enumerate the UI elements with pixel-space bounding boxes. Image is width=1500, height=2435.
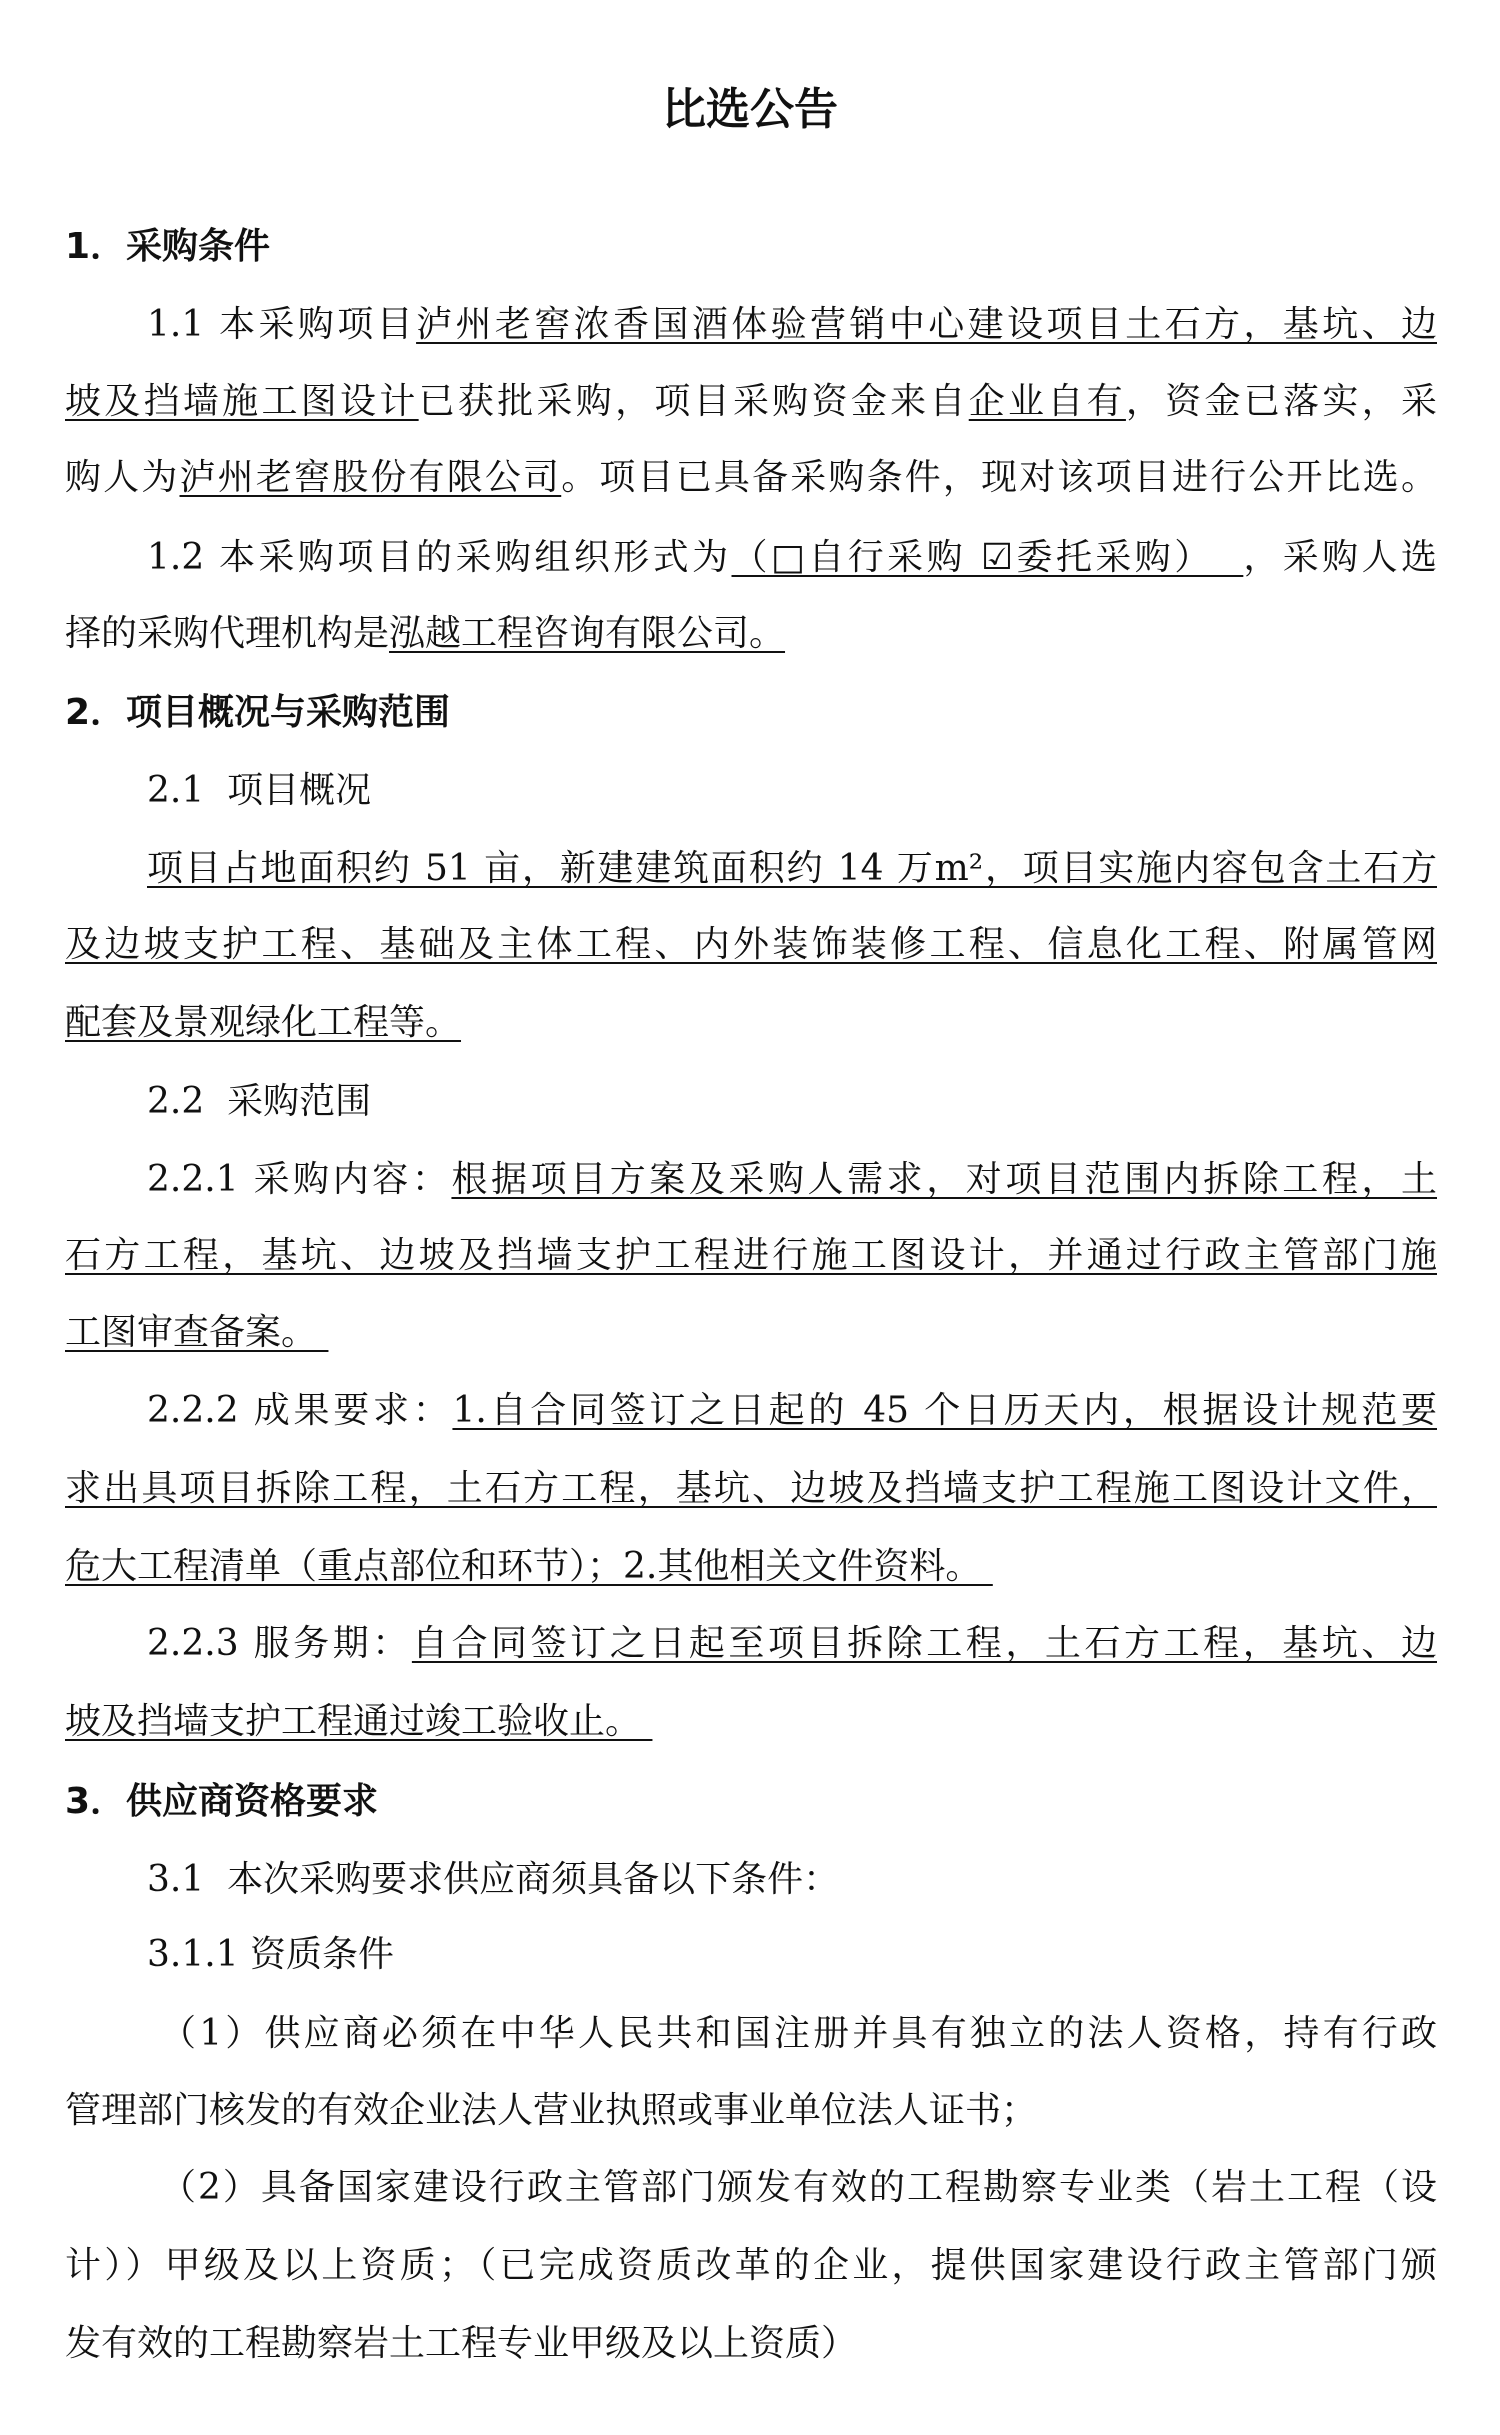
scope-content-text: 石方工程，基坑、边坡及挡墙支护工程进行施工图设计，并通过行政主管部门施 [65, 1235, 1437, 1276]
subheading-3-1-1: 3.1.1 资质条件 [147, 1934, 395, 1975]
qualification-item-2-line-1 [160, 2163, 1437, 2213]
scope-content-text: 根据项目方案及采购人需求，对项目范围内拆除工程，土 [451, 1159, 1437, 1200]
overview-text: 及边坡支护工程、基础及主体工程、内外装饰装修工程、信息化工程、附属管网 [65, 924, 1437, 965]
service-text: 坡及挡墙支护工程通过竣工验收止。 [65, 1701, 653, 1742]
scope-content-text: 工图审查备案。 [65, 1312, 329, 1353]
text: 1.2 本采购项目的采购组织形式为 [147, 537, 732, 578]
subheading-2-1: 2.1 项目概况 [147, 770, 372, 811]
overview-text: 项目占地面积约 51 亩，新建建筑面积约 14 万m²，项目实施内容包含土石方 [147, 848, 1437, 889]
procurement-form-options: （□自行采购 ☑委托采购） [731, 537, 1244, 578]
section-heading-1: 1．采购条件 [65, 226, 271, 267]
section-heading-2: 2．项目概况与采购范围 [65, 692, 451, 733]
paragraph-1-1-line-1 [147, 300, 1437, 350]
text: ，采购人选 [1243, 537, 1437, 578]
qualification-item-1-line-2 [65, 2086, 1437, 2136]
text: 1.1 本采购项目 [147, 304, 417, 345]
project-name: 泸州老窖浓香国酒体验营销中心建设项目土石方，基坑、边 [416, 304, 1437, 345]
label: 2.2.1 采购内容： [147, 1159, 452, 1200]
item-text: （1）供应商必须在中华人民共和国注册并具有独立的法人资格，持有行政 [160, 2013, 1437, 2054]
result-line-1 [147, 1386, 1437, 1436]
page-title: 比选公告 [662, 84, 838, 135]
service-line-1 [147, 1619, 1437, 1669]
overview-line-3 [65, 998, 1437, 1048]
item-text: 计））甲级及以上资质；（已完成资质改革的企业，提供国家建设行政主管部门颁 [65, 2245, 1437, 2286]
paragraph-1-2-line-2 [65, 609, 1437, 659]
result-text: 求出具项目拆除工程，土石方工程，基坑、边坡及挡墙支护工程施工图设计文件， [65, 1468, 1437, 1509]
result-line-3 [65, 1542, 1437, 1592]
text: 择的采购代理机构是 [65, 613, 390, 654]
overview-line-1 [147, 844, 1437, 894]
fund-source: 企业自有 [968, 381, 1126, 422]
scope-content-line-1 [147, 1155, 1437, 1205]
overview-text: 配套及景观绿化工程等。 [65, 1002, 462, 1043]
text: 购人为 [65, 457, 180, 498]
service-text: 自合同签订之日起至项目拆除工程，土石方工程，基坑、边 [411, 1623, 1437, 1664]
paragraph-1-2-line-1 [147, 533, 1437, 583]
qualification-item-1-line-1 [160, 2009, 1437, 2059]
item-text: 管理部门核发的有效企业法人营业执照或事业单位法人证书； [65, 2090, 1038, 2131]
label: 2.2.2 成果要求： [147, 1390, 453, 1431]
paragraph-1-1-line-2 [65, 377, 1437, 427]
section-heading-3: 3．供应商资格要求 [65, 1781, 379, 1822]
text: ，资金已落实，采 [1125, 381, 1437, 422]
overview-line-2 [65, 920, 1437, 970]
item-text: （2）具备国家建设行政主管部门颁发有效的工程勘察专业类（岩土工程（设 [160, 2167, 1437, 2208]
result-text: 1.自合同签订之日起的 45 个日历天内，根据设计规范要 [452, 1390, 1437, 1431]
service-line-2 [65, 1697, 1437, 1747]
result-line-2 [65, 1464, 1437, 1514]
text: 。项目已具备采购条件，现对该项目进行公开比选。 [561, 457, 1437, 498]
paragraph-1-1-line-3 [65, 453, 1437, 503]
agency-name: 泓越工程咨询有限公司。 [389, 613, 786, 654]
purchaser-name: 泸州老窖股份有限公司 [179, 457, 562, 498]
scope-content-line-2 [65, 1231, 1437, 1281]
qualification-item-2-line-2 [65, 2241, 1437, 2291]
scope-content-line-3 [65, 1308, 1437, 1358]
project-name-cont: 坡及挡墙施工图设计 [65, 381, 419, 422]
result-text: 危大工程清单（重点部位和环节）；2.其他相关文件资料。 [65, 1546, 993, 1587]
qualification-item-2-line-3 [65, 2319, 1437, 2369]
item-text: 发有效的工程勘察岩土工程专业甲级及以上资质） [65, 2323, 858, 2364]
subheading-2-2: 2.2 采购范围 [147, 1081, 372, 1122]
label: 2.2.3 服务期： [147, 1623, 412, 1664]
subheading-3-1: 3.1 本次采购要求供应商须具备以下条件： [147, 1859, 840, 1900]
text: 已获批采购，项目采购资金来自 [418, 381, 969, 422]
